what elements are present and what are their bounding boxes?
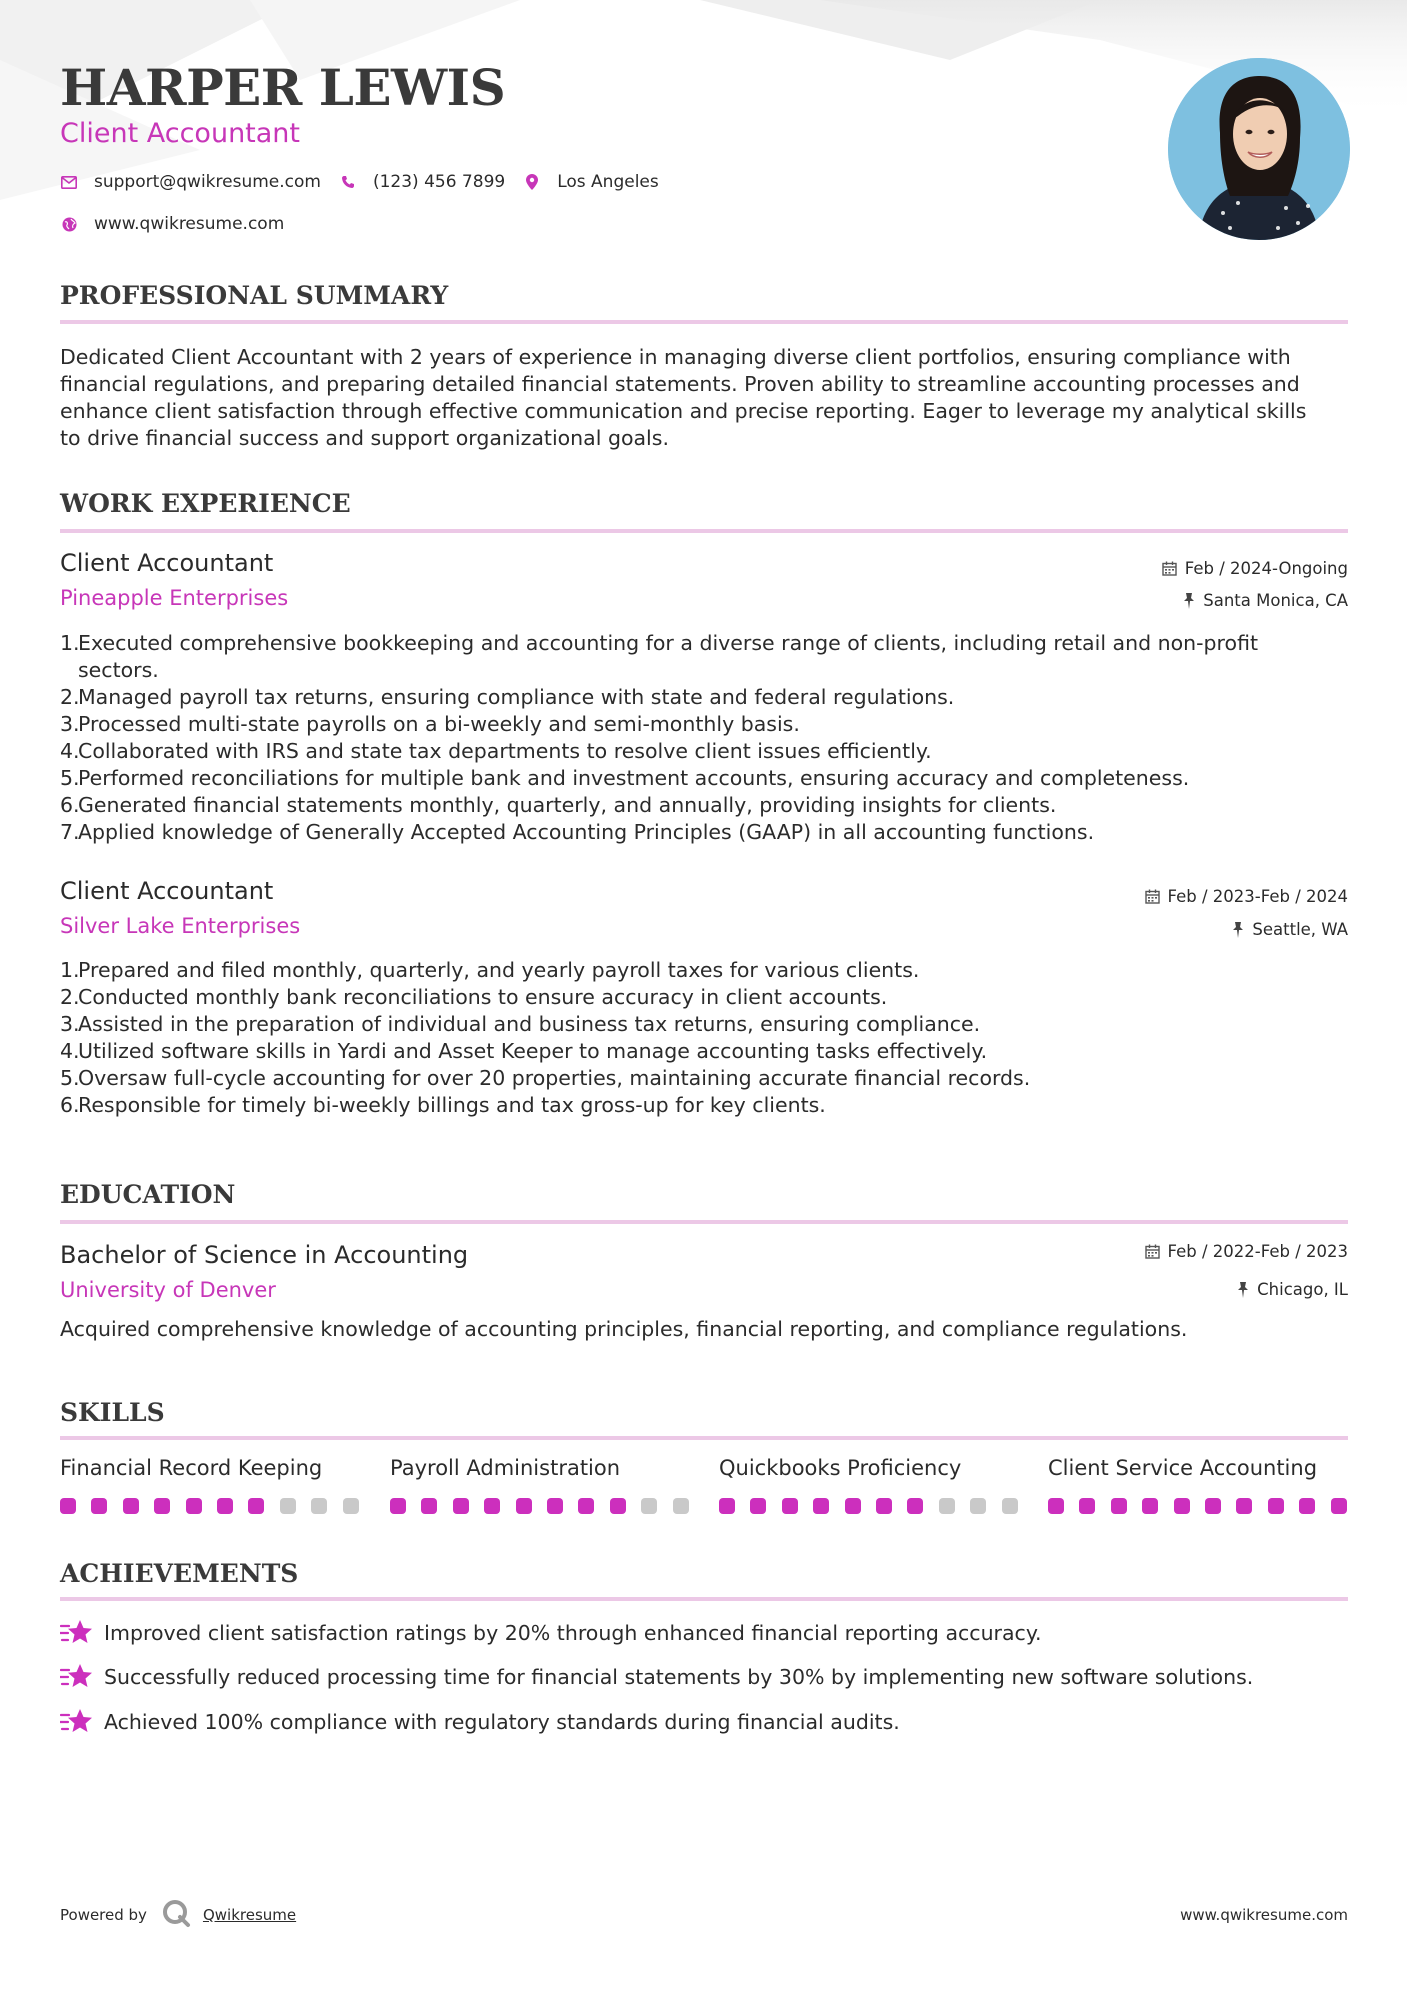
rating-dot-filled xyxy=(1142,1498,1158,1514)
rating-dot-filled xyxy=(484,1498,500,1514)
rating-dot-filled xyxy=(186,1498,202,1514)
map-pin-icon xyxy=(523,173,541,191)
job-company: Silver Lake Enterprises xyxy=(60,914,301,938)
skills-divider xyxy=(60,1436,1348,1440)
rating-dot-filled xyxy=(876,1498,892,1514)
contact-website[interactable] xyxy=(60,214,284,234)
rating-dot-filled xyxy=(154,1498,170,1514)
summary-line: to drive financial success and support organizational goals. xyxy=(60,426,669,450)
skill-name: Quickbooks Proficiency xyxy=(719,1456,962,1480)
job-role: Client Accountant xyxy=(60,549,274,577)
rating-dot-filled xyxy=(91,1498,107,1514)
list-item: 2. Conducted monthly bank reconciliations to ensure accuracy in client accounts. xyxy=(60,985,888,1009)
star-icon xyxy=(60,1618,94,1648)
calendar-icon xyxy=(1162,561,1177,576)
list-item: 4. Utilized software skills in Yardi and Asset Keeper to manage accounting tasks effectively. xyxy=(60,1039,988,1063)
education-dates xyxy=(1145,1242,1348,1261)
rating-dot-filled xyxy=(390,1498,406,1514)
summary-line: financial regulations, and preparing detailed financial statements. Proven ability to streamline accounting processes and xyxy=(60,372,1300,396)
list-item: 6. Responsible for timely bi-weekly billings and tax gross-up for key clients. xyxy=(60,1093,826,1117)
list-item: 5. Performed reconciliations for multiple bank and investment accounts, ensuring accuracy and completeness. xyxy=(60,766,1190,790)
education-heading: EDUCATION xyxy=(60,1180,236,1209)
skill-item xyxy=(719,1456,1019,1480)
skills-heading: SKILLS xyxy=(60,1398,165,1427)
job-2-bullets xyxy=(60,957,1348,1119)
candidate-name: HARPER LEWIS xyxy=(60,58,506,117)
skill-item xyxy=(60,1456,360,1480)
pushpin-icon xyxy=(1232,922,1244,938)
location-text: Los Angeles xyxy=(557,172,659,192)
rating-dot-filled xyxy=(750,1498,766,1514)
skill-rating xyxy=(719,1498,1033,1514)
rating-dot-filled xyxy=(421,1498,437,1514)
job-dates xyxy=(1145,887,1348,906)
contact-row-1 xyxy=(60,172,677,192)
list-item: 1. Prepared and filed monthly, quarterly, and yearly payroll taxes for various clients. xyxy=(60,958,920,982)
skill-name: Client Service Accounting xyxy=(1048,1456,1318,1480)
summary-divider xyxy=(60,320,1348,324)
summary-line: enhance client satisfaction through effective communication and precise reporting. Eager to leverage my analytical skills xyxy=(60,399,1307,423)
phone-text: (123) 456 7899 xyxy=(372,172,506,192)
rating-dot-filled xyxy=(907,1498,923,1514)
job-location xyxy=(1232,920,1348,939)
rating-dot-filled xyxy=(813,1498,829,1514)
achievement-item xyxy=(60,1662,1253,1692)
globe-icon xyxy=(60,215,78,233)
job-location-text: Santa Monica, CA xyxy=(1203,591,1348,610)
job-role: Client Accountant xyxy=(60,877,274,905)
job-dates-text: Feb / 2023-Feb / 2024 xyxy=(1167,887,1348,906)
achievements-divider xyxy=(60,1597,1348,1601)
achievement-text: Improved client satisfaction ratings by 20% through enhanced financial reporting accuracy. xyxy=(104,1621,1042,1645)
powered-by-label: Powered by xyxy=(60,1906,147,1924)
footer-powered-by xyxy=(60,1898,296,1932)
rating-dot-filled xyxy=(719,1498,735,1514)
summary-line: Dedicated Client Accountant with 2 years of experience in managing diverse client portfolios, ensuring compliance with xyxy=(60,345,1291,369)
star-icon xyxy=(60,1662,94,1692)
list-item: 1. Executed comprehensive bookkeeping and accounting for a diverse range of clients, including retail and non-profit xyxy=(60,631,1259,655)
footer-website[interactable]: www.qwikresume.com xyxy=(1180,1906,1348,1924)
rating-dot-empty xyxy=(939,1498,955,1514)
rating-dot-filled xyxy=(1111,1498,1127,1514)
rating-dot-empty xyxy=(280,1498,296,1514)
rating-dot-filled xyxy=(60,1498,76,1514)
rating-dot-empty xyxy=(343,1498,359,1514)
email-text: support@qwikresume.com xyxy=(94,172,321,192)
job-location-text: Seattle, WA xyxy=(1252,920,1348,939)
rating-dot-filled xyxy=(1268,1498,1284,1514)
skill-rating xyxy=(60,1498,374,1514)
list-item: 2. Managed payroll tax returns, ensuring compliance with state and federal regulations. xyxy=(60,685,955,709)
rating-dot-empty xyxy=(641,1498,657,1514)
education-dates-text: Feb / 2022-Feb / 2023 xyxy=(1167,1242,1348,1261)
brand-link[interactable]: Qwikresume xyxy=(202,1906,297,1924)
rating-dot-filled xyxy=(123,1498,139,1514)
contact-email[interactable] xyxy=(60,172,321,192)
list-item: 7. Applied knowledge of Generally Accepted Accounting Principles (GAAP) in all accounting functions. xyxy=(60,820,1095,844)
rating-dot-filled xyxy=(1048,1498,1064,1514)
rating-dot-empty xyxy=(1002,1498,1018,1514)
achievements-heading: ACHIEVEMENTS xyxy=(60,1559,299,1588)
list-item: 3. Processed multi-state payrolls on a bi-weekly and semi-monthly basis. xyxy=(60,712,800,736)
experience-heading: WORK EXPERIENCE xyxy=(60,489,351,518)
rating-dot-filled xyxy=(1174,1498,1190,1514)
contact-row-2 xyxy=(60,214,302,234)
rating-dot-filled xyxy=(547,1498,563,1514)
list-item: 3. Assisted in the preparation of individual and business tax returns, ensuring compliance. xyxy=(60,1012,981,1036)
list-item: 5. Oversaw full-cycle accounting for over 20 properties, maintaining accurate financial records. xyxy=(60,1066,1031,1090)
candidate-title: Client Accountant xyxy=(60,118,301,149)
skill-rating xyxy=(1048,1498,1362,1514)
achievement-text: Successfully reduced processing time for financial statements by 30% by implementing new software solutions. xyxy=(104,1665,1254,1689)
skill-name: Payroll Administration xyxy=(390,1456,621,1480)
rating-dot-empty xyxy=(970,1498,986,1514)
list-item: sectors. xyxy=(78,658,159,682)
rating-dot-filled xyxy=(217,1498,233,1514)
contact-phone[interactable] xyxy=(339,172,505,192)
qwikresume-logo-icon xyxy=(161,1898,191,1932)
skill-name: Financial Record Keeping xyxy=(60,1456,323,1480)
education-school: University of Denver xyxy=(60,1278,276,1302)
rating-dot-filled xyxy=(610,1498,626,1514)
rating-dot-filled xyxy=(1205,1498,1221,1514)
summary-text xyxy=(60,344,1348,452)
achievement-item xyxy=(60,1618,1042,1648)
education-location xyxy=(1237,1280,1348,1299)
job-company: Pineapple Enterprises xyxy=(60,586,289,610)
job-dates-text: Feb / 2024-Ongoing xyxy=(1184,559,1348,578)
education-degree: Bachelor of Science in Accounting xyxy=(60,1241,469,1269)
list-item: 4. Collaborated with IRS and state tax departments to resolve client issues efficiently. xyxy=(60,739,932,763)
rating-dot-filled xyxy=(578,1498,594,1514)
envelope-icon xyxy=(60,173,78,191)
contact-location xyxy=(523,172,659,192)
rating-dot-filled xyxy=(1236,1498,1252,1514)
skill-rating xyxy=(390,1498,704,1514)
education-description: Acquired comprehensive knowledge of accounting principles, financial reporting, and compliance regulations. xyxy=(60,1317,1188,1341)
job-dates xyxy=(1162,559,1348,578)
summary-heading: PROFESSIONAL SUMMARY xyxy=(60,281,449,310)
job-1-bullets xyxy=(60,630,1348,846)
calendar-icon xyxy=(1145,889,1160,904)
education-divider xyxy=(60,1220,1348,1224)
achievement-item xyxy=(60,1707,900,1737)
profile-photo xyxy=(1168,58,1350,240)
phone-icon xyxy=(339,173,357,191)
website-text: www.qwikresume.com xyxy=(94,214,285,234)
pushpin-icon xyxy=(1183,593,1195,609)
skill-item xyxy=(1048,1456,1348,1480)
rating-dot-filled xyxy=(453,1498,469,1514)
rating-dot-filled xyxy=(516,1498,532,1514)
list-item: 6. Generated financial statements monthly, quarterly, and annually, providing insights for clients. xyxy=(60,793,1057,817)
rating-dot-filled xyxy=(782,1498,798,1514)
rating-dot-filled xyxy=(1299,1498,1315,1514)
pushpin-icon xyxy=(1237,1282,1249,1298)
experience-divider xyxy=(60,529,1348,533)
rating-dot-filled xyxy=(1331,1498,1347,1514)
calendar-icon xyxy=(1145,1244,1160,1259)
rating-dot-empty xyxy=(673,1498,689,1514)
job-location xyxy=(1183,591,1348,610)
skill-item xyxy=(390,1456,690,1480)
rating-dot-filled xyxy=(845,1498,861,1514)
rating-dot-filled xyxy=(248,1498,264,1514)
star-icon xyxy=(60,1707,94,1737)
rating-dot-empty xyxy=(311,1498,327,1514)
achievement-text: Achieved 100% compliance with regulatory standards during financial audits. xyxy=(104,1710,900,1734)
rating-dot-filled xyxy=(1079,1498,1095,1514)
education-location-text: Chicago, IL xyxy=(1257,1280,1348,1299)
